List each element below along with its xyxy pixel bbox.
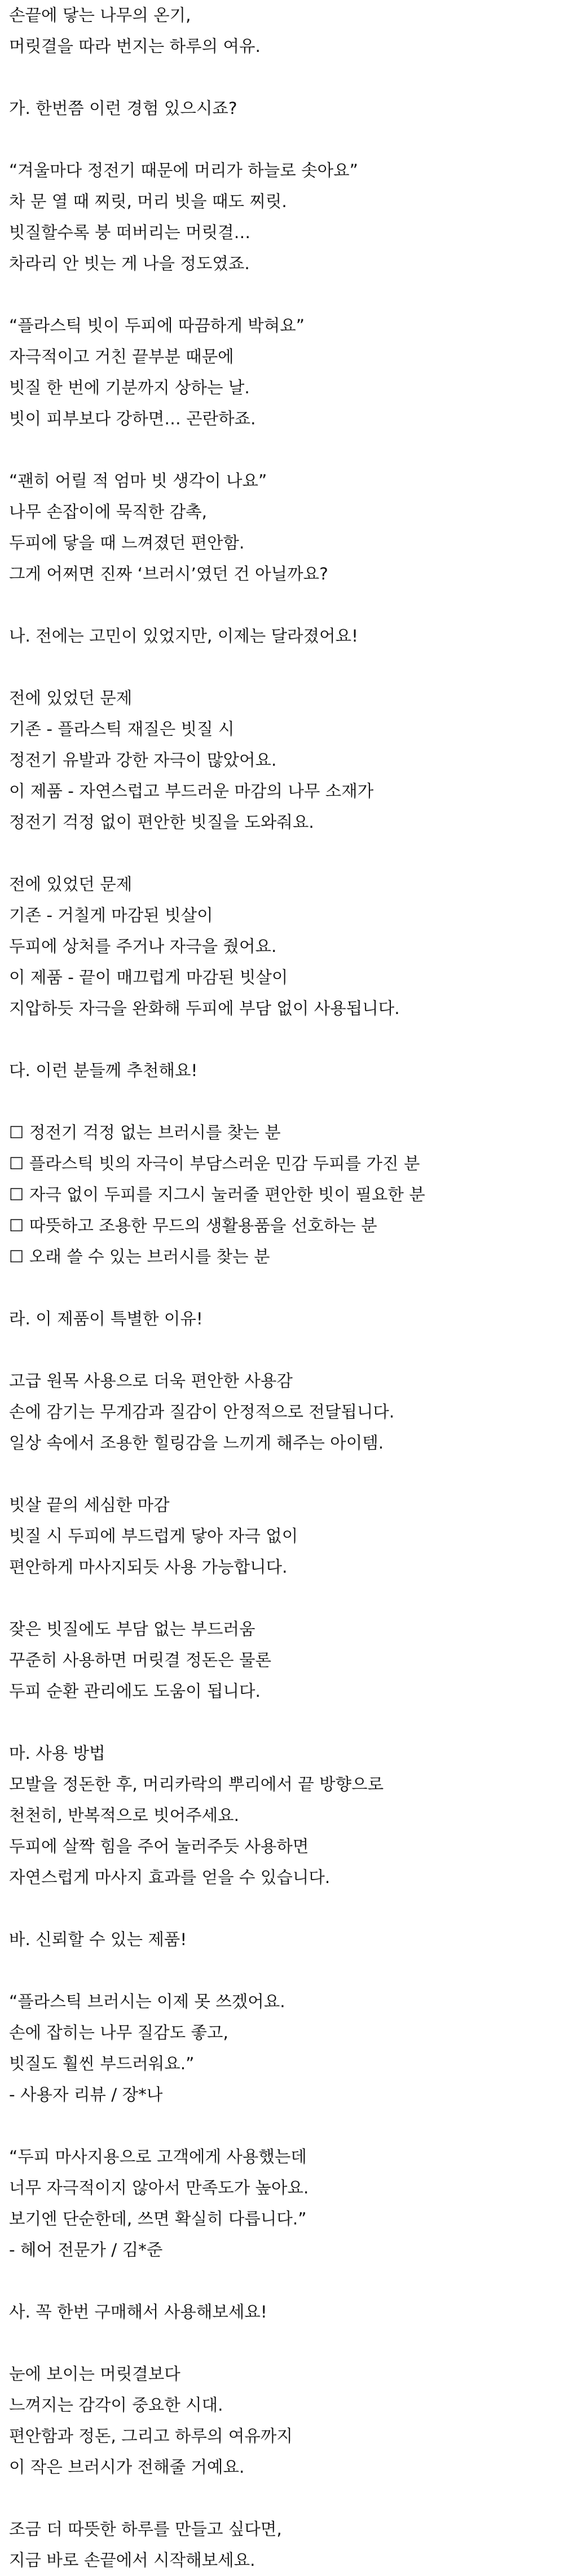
paragraph-spacer [9,124,564,155]
paragraph [9,155,564,279]
text-line: 눈에 보이는 머릿결보다 [9,2364,180,2384]
paragraph [9,621,564,652]
text-line: 꾸준히 사용하면 머릿결 정돈은 물론 [9,1651,271,1670]
text-line: 손에 잡히는 나무 질감도 좋고, [9,2023,228,2042]
text-line: 일상 속에서 조용한 힐링감을 느끼게 해주는 아이템. [9,1433,384,1452]
paragraph [9,1490,564,1583]
paragraph-spacer [9,652,564,683]
paragraph-spacer [9,435,564,466]
paragraph [9,2297,564,2328]
paragraph-spacer [9,590,564,621]
text-line: 모발을 정돈한 후, 머리카락의 뿌리에서 끝 방향으로 [9,1775,384,1794]
text-line: 잦은 빗질에도 부담 없는 부드러움 [9,1620,255,1639]
text-line: 두피에 살짝 힘을 주어 눌러주듯 사용하면 [9,1837,309,1856]
text-line: 이 작은 브러시가 전해줄 거예요. [9,2457,245,2477]
text-line: 빗살 끝의 세심한 마감 [9,1495,170,1515]
text-line: 그게 어쩌면 진짜 ‘브러시’였던 건 아닐까요? [9,564,328,583]
paragraph-spacer [9,1272,564,1304]
text-line: 다. 이런 분들께 추천해요! [9,1061,198,1080]
text-line: 빗질 시 두피에 부드럽게 닿아 자극 없이 [9,1526,298,1546]
text-line: “괜히 어릴 적 엄마 빗 생각이 나요” [9,471,267,490]
text-line: - 헤어 전문가 / 김*준 [9,2240,163,2259]
text-line: 머릿결을 따라 번지는 하루의 여유. [9,37,261,56]
text-line: 전에 있었던 문제 [9,688,133,708]
text-line: 두피 순환 관리에도 도움이 됩니다. [9,1682,261,1701]
paragraph-spacer [9,838,564,869]
text-line: 편안하게 마사지되듯 사용 가능합니다. [9,1557,288,1577]
text-line: 느껴지는 감각이 중요한 시대. [9,2395,223,2415]
paragraph [9,2514,564,2576]
text-line: ☐ 따뜻하고 조용한 무드의 생활용품을 선호하는 분 [9,1216,377,1235]
text-line: 보기엔 단순한데, 쓰면 확실히 다릅니다.” [9,2209,307,2228]
text-line: “겨울마다 정전기 때문에 머리가 하늘로 솟아요” [9,161,358,180]
paragraph [9,2141,564,2266]
text-line: 빗이 피부보다 강하면… 곤란하죠. [9,409,256,428]
paragraph-spacer [9,2110,564,2141]
text-line: 기존 - 플라스틱 재질은 빗질 시 [9,719,235,739]
text-line: “플라스틱 빗이 두피에 따끔하게 박혀요” [9,316,305,335]
text-line: 마. 사용 방법 [9,1744,105,1763]
text-line: 편안함과 정돈, 그리고 하루의 여유까지 [9,2426,293,2446]
text-line: 빗질 한 번에 기분까지 상하는 날. [9,378,250,397]
text-line: 이 제품 - 자연스럽고 부드러운 마감의 나무 소재가 [9,782,374,801]
paragraph [9,2359,564,2483]
text-line: ☐ 플라스틱 빗의 자극이 부담스러운 민감 두피를 가진 분 [9,1154,420,1173]
paragraph-spacer [9,2483,564,2514]
paragraph [9,683,564,838]
text-line: 빗질할수록 붕 떠버리는 머릿결… [9,223,251,242]
text-line: 가. 한번쯤 이런 경험 있으시죠? [9,99,237,118]
paragraph-spacer [9,1335,564,1366]
paragraph [9,1055,564,1086]
text-line: “플라스틱 브러시는 이제 못 쓰겠어요. [9,1992,285,2011]
paragraph-spacer [9,1024,564,1055]
text-line: 자극적이고 거친 끝부분 때문에 [9,347,234,366]
text-line: 나무 손잡이에 묵직한 감촉, [9,502,207,521]
text-line: 차 문 열 때 찌릿, 머리 빗을 때도 찌릿. [9,192,287,211]
paragraph [9,1117,564,1272]
text-line: 손에 감기는 무게감과 질감이 안정적으로 전달됩니다. [9,1402,395,1421]
paragraph [9,310,564,435]
paragraph-spacer [9,1459,564,1490]
paragraph [9,1986,564,2110]
text-line: 정전기 걱정 없이 편안한 빗질을 도와줘요. [9,813,314,832]
paragraph-spacer [9,1086,564,1117]
paragraph [9,466,564,590]
text-line: 천천히, 반복적으로 빗어주세요. [9,1806,239,1825]
text-line: 차라리 안 빗는 게 나을 정도였죠. [9,254,250,273]
text-line: 너무 자극적이지 않아서 만족도가 높아요. [9,2178,309,2197]
text-line: 빗질도 훨씬 부드러워요.” [9,2054,195,2073]
text-line: 기존 - 거칠게 마감된 빗살이 [9,906,213,925]
text-line: 사. 꼭 한번 구매해서 사용해보세요! [9,2302,267,2322]
text-line: ☐ 정전기 걱정 없는 브러시를 찾는 분 [9,1123,281,1142]
text-line: 나. 전에는 고민이 있었지만, 이제는 달라졌어요! [9,626,358,646]
paragraph [9,1614,564,1707]
text-line: 바. 신뢰할 수 있는 제품! [9,1930,187,1949]
paragraph [9,93,564,124]
paragraph-spacer [9,1955,564,1986]
text-line: 고급 원목 사용으로 더욱 편안한 사용감 [9,1371,293,1390]
paragraph [9,0,564,62]
text-line: ☐ 오래 쓸 수 있는 브러시를 찾는 분 [9,1247,270,1266]
paragraph [9,869,564,1024]
paragraph-spacer [9,2328,564,2359]
paragraph [9,1924,564,1955]
paragraph-spacer [9,2266,564,2297]
text-line: - 사용자 리뷰 / 장*나 [9,2085,163,2104]
paragraph [9,1366,564,1459]
text-line: 손끝에 닿는 나무의 온기, [9,6,191,25]
text-line: 지금 바로 손끝에서 시작해보세요. [9,2551,255,2570]
text-line: 자연스럽게 마사지 효과를 얻을 수 있습니다. [9,1868,331,1887]
text-line: 정전기 유발과 강한 자극이 많았어요. [9,751,277,770]
paragraph [9,1304,564,1335]
text-line: 이 제품 - 끝이 매끄럽게 마감된 빗살이 [9,968,288,987]
paragraph [9,1738,564,1893]
paragraph-spacer [9,62,564,93]
text-line: 조금 더 따뜻한 하루를 만들고 싶다면, [9,2520,282,2539]
paragraph-spacer [9,1583,564,1614]
text-line: 전에 있었던 문제 [9,875,133,894]
text-line: ☐ 자극 없이 두피를 지그시 눌러줄 편안한 빗이 필요한 분 [9,1185,425,1204]
paragraph-spacer [9,1707,564,1738]
text-line: 라. 이 제품이 특별한 이유! [9,1309,203,1328]
text-line: 두피에 닿을 때 느껴졌던 편안함. [9,533,245,552]
text-line: 두피에 상처를 주거나 자극을 줬어요. [9,937,277,956]
paragraph-spacer [9,279,564,310]
text-line: 지압하듯 자극을 완화해 두피에 부담 없이 사용됩니다. [9,999,400,1018]
text-line: “두피 마사지용으로 고객에게 사용했는데 [9,2147,307,2166]
paragraph-spacer [9,1893,564,1924]
